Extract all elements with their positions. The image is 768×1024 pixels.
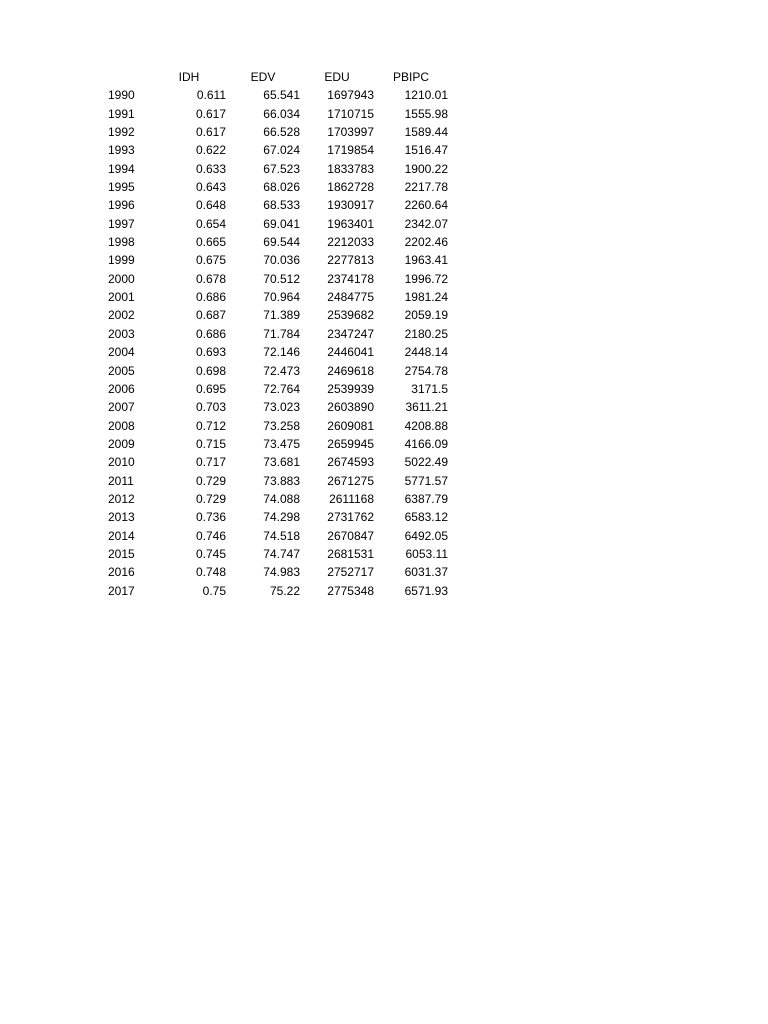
table-row — [96, 563, 448, 581]
year-cell: 1999 — [108, 253, 135, 268]
column-header-pbipc: PBIPC — [392, 70, 429, 84]
edv-cell: 74.088 — [263, 491, 300, 506]
edv-cell: 67.024 — [263, 143, 300, 158]
year-cell: 2005 — [108, 363, 135, 378]
edv-cell: 73.023 — [263, 400, 300, 415]
edv-cell: 73.258 — [263, 418, 300, 433]
table-row — [96, 398, 448, 416]
year-cell: 1997 — [108, 216, 135, 231]
year-cell: 2009 — [108, 436, 135, 451]
year-cell: 2012 — [108, 491, 135, 506]
pbipc-cell: 6387.79 — [404, 491, 448, 506]
edv-cell: 73.681 — [263, 455, 300, 470]
idh-cell: 0.643 — [195, 180, 226, 195]
table-row — [96, 527, 448, 545]
year-cell: 1993 — [108, 143, 135, 158]
pbipc-cell: 1900.22 — [404, 161, 448, 176]
edv-cell: 74.518 — [263, 528, 300, 543]
edu-cell: 1862728 — [327, 180, 374, 195]
table-row — [96, 343, 448, 361]
edu-cell: 1710715 — [327, 106, 374, 121]
header-row — [96, 68, 448, 86]
edv-cell: 68.533 — [263, 198, 300, 213]
edu-cell: 2775348 — [327, 583, 374, 598]
edu-cell: 2446041 — [327, 345, 374, 360]
year-cell: 2003 — [108, 326, 135, 341]
year-cell: 2007 — [108, 400, 135, 415]
pbipc-cell: 2059.19 — [404, 308, 448, 323]
column-header-edv: EDV — [250, 70, 276, 84]
idh-cell: 0.748 — [195, 565, 226, 580]
edu-cell: 2539939 — [327, 381, 374, 396]
table-row — [96, 453, 448, 471]
idh-cell: 0.715 — [195, 436, 226, 451]
pbipc-cell: 1981.24 — [404, 290, 448, 305]
pbipc-cell: 2754.78 — [404, 363, 448, 378]
pbipc-cell: 1589.44 — [404, 125, 448, 140]
idh-cell: 0.717 — [195, 455, 226, 470]
year-cell: 2001 — [108, 290, 135, 305]
edu-cell: 1833783 — [327, 161, 374, 176]
table-row — [96, 508, 448, 526]
idh-cell: 0.611 — [196, 88, 226, 103]
edv-cell: 70.964 — [263, 290, 300, 305]
edv-cell: 65.541 — [263, 88, 300, 103]
idh-cell: 0.687 — [195, 308, 226, 323]
edu-cell: 2674593 — [327, 455, 374, 470]
pbipc-cell: 2180.25 — [404, 326, 448, 341]
year-cell: 1990 — [108, 88, 135, 103]
pbipc-cell: 2260.64 — [404, 198, 448, 213]
edv-cell: 71.389 — [263, 308, 300, 323]
year-cell: 2008 — [108, 418, 135, 433]
pbipc-cell: 5771.57 — [404, 473, 448, 488]
data-table — [96, 68, 448, 600]
edv-cell: 66.528 — [263, 125, 300, 140]
year-cell: 2011 — [108, 473, 134, 488]
year-cell: 2004 — [108, 345, 135, 360]
pbipc-cell: 2448.14 — [404, 345, 448, 360]
edv-cell: 70.512 — [263, 271, 300, 286]
edv-cell: 72.473 — [263, 363, 300, 378]
edu-cell: 2469618 — [327, 363, 374, 378]
table-row — [96, 123, 448, 141]
pbipc-cell: 1516.47 — [404, 143, 448, 158]
edv-cell: 68.026 — [263, 180, 300, 195]
year-cell: 1995 — [108, 180, 135, 195]
edu-cell: 1963401 — [327, 216, 374, 231]
year-cell: 1994 — [108, 161, 135, 176]
table-row — [96, 362, 448, 380]
idh-cell: 0.622 — [195, 143, 226, 158]
table-row — [96, 306, 448, 324]
table-row — [96, 215, 448, 233]
idh-cell: 0.746 — [195, 528, 226, 543]
edu-cell: 1703997 — [327, 125, 374, 140]
edv-cell: 72.764 — [263, 381, 300, 396]
edu-cell: 2659945 — [327, 436, 374, 451]
edu-cell: 2347247 — [327, 326, 374, 341]
year-cell: 2000 — [108, 271, 135, 286]
table-row — [96, 325, 448, 343]
edu-cell: 1697943 — [327, 88, 374, 103]
edv-cell: 73.475 — [263, 436, 300, 451]
pbipc-cell: 3611.21 — [405, 400, 448, 415]
edv-cell: 70.036 — [263, 253, 300, 268]
edu-cell: 2484775 — [327, 290, 374, 305]
table-row — [96, 545, 448, 563]
idh-cell: 0.686 — [195, 326, 226, 341]
edu-cell: 1930917 — [327, 198, 374, 213]
edv-cell: 69.544 — [263, 235, 300, 250]
idh-cell: 0.648 — [195, 198, 226, 213]
year-cell: 2006 — [108, 381, 135, 396]
edv-cell: 74.298 — [263, 510, 300, 525]
edu-cell: 1719854 — [327, 143, 374, 158]
edu-cell: 2277813 — [327, 253, 374, 268]
edu-cell: 2609081 — [327, 418, 374, 433]
pbipc-cell: 4166.09 — [404, 436, 448, 451]
pbipc-cell: 6031.37 — [404, 565, 448, 580]
edv-cell: 73.883 — [263, 473, 300, 488]
year-cell: 2013 — [108, 510, 135, 525]
table-row — [96, 196, 448, 214]
edv-cell: 66.034 — [263, 106, 300, 121]
year-cell: 1996 — [108, 198, 135, 213]
year-cell: 1991 — [108, 106, 135, 121]
table-row — [96, 233, 448, 251]
idh-cell: 0.654 — [195, 216, 226, 231]
table-row — [96, 490, 448, 508]
pbipc-cell: 2217.78 — [404, 180, 448, 195]
edu-cell: 2670847 — [327, 528, 374, 543]
pbipc-cell: 6053.11 — [405, 546, 448, 561]
table-row — [96, 251, 448, 269]
pbipc-cell: 4208.88 — [404, 418, 448, 433]
pbipc-cell: 6492.05 — [404, 528, 448, 543]
pbipc-cell: 1963.41 — [404, 253, 448, 268]
idh-cell: 0.695 — [195, 381, 226, 396]
table-header — [96, 68, 448, 86]
table-row — [96, 105, 448, 123]
year-cell: 2014 — [108, 528, 135, 543]
idh-cell: 0.745 — [195, 546, 226, 561]
idh-cell: 0.633 — [195, 161, 226, 176]
year-cell: 1992 — [108, 125, 135, 140]
year-cell: 1998 — [108, 235, 135, 250]
idh-cell: 0.675 — [195, 253, 226, 268]
pbipc-cell: 5022.49 — [404, 455, 448, 470]
column-header-edu: EDU — [324, 70, 350, 84]
pbipc-cell: 1210.01 — [404, 88, 448, 103]
table-row — [96, 160, 448, 178]
table-body — [96, 86, 448, 600]
edu-cell: 2671275 — [327, 473, 374, 488]
edu-cell: 2539682 — [327, 308, 374, 323]
edv-cell: 71.784 — [263, 326, 300, 341]
table-row — [96, 472, 448, 490]
edu-cell: 2681531 — [327, 546, 374, 561]
year-cell: 2002 — [108, 308, 135, 323]
pbipc-cell: 1555.98 — [404, 106, 448, 121]
year-cell: 2017 — [108, 583, 135, 598]
column-header-idh: IDH — [178, 70, 200, 84]
year-cell: 2010 — [108, 455, 135, 470]
edv-cell: 72.146 — [263, 345, 300, 360]
table-row — [96, 178, 448, 196]
idh-cell: 0.712 — [195, 418, 226, 433]
edu-cell: 2603890 — [327, 400, 374, 415]
table-row — [96, 435, 448, 453]
idh-cell: 0.729 — [195, 491, 226, 506]
idh-cell: 0.703 — [195, 400, 226, 415]
idh-cell: 0.617 — [195, 125, 226, 140]
year-cell: 2015 — [108, 546, 135, 561]
pbipc-cell: 1996.72 — [404, 271, 448, 286]
table-row — [96, 141, 448, 159]
idh-cell: 0.693 — [195, 345, 226, 360]
idh-cell: 0.75 — [202, 583, 226, 598]
column-header-year — [96, 68, 152, 86]
idh-cell: 0.698 — [195, 363, 226, 378]
table-row — [96, 582, 448, 600]
table-row — [96, 270, 448, 288]
pbipc-cell: 6583.12 — [404, 510, 448, 525]
pbipc-cell: 6571.93 — [404, 583, 448, 598]
edv-cell: 75.22 — [269, 583, 300, 598]
table-row — [96, 380, 448, 398]
table-row — [96, 288, 448, 306]
edv-cell: 69.041 — [263, 216, 300, 231]
edu-cell: 2752717 — [327, 565, 374, 580]
edu-cell: 2731762 — [327, 510, 374, 525]
edu-cell: 2212033 — [327, 235, 374, 250]
pbipc-cell: 2342.07 — [404, 216, 448, 231]
idh-cell: 0.686 — [195, 290, 226, 305]
pbipc-cell: 3171.5 — [411, 381, 448, 396]
idh-cell: 0.736 — [195, 510, 226, 525]
year-cell: 2016 — [108, 565, 135, 580]
table-row — [96, 86, 448, 104]
edv-cell: 74.747 — [263, 546, 300, 561]
edu-cell: 2374178 — [327, 271, 374, 286]
edu-cell: 2611168 — [329, 491, 374, 506]
idh-cell: 0.617 — [195, 106, 226, 121]
table-row — [96, 417, 448, 435]
edv-cell: 67.523 — [263, 161, 300, 176]
pbipc-cell: 2202.46 — [404, 235, 448, 250]
idh-cell: 0.665 — [195, 235, 226, 250]
idh-cell: 0.729 — [195, 473, 226, 488]
edv-cell: 74.983 — [263, 565, 300, 580]
idh-cell: 0.678 — [195, 271, 226, 286]
